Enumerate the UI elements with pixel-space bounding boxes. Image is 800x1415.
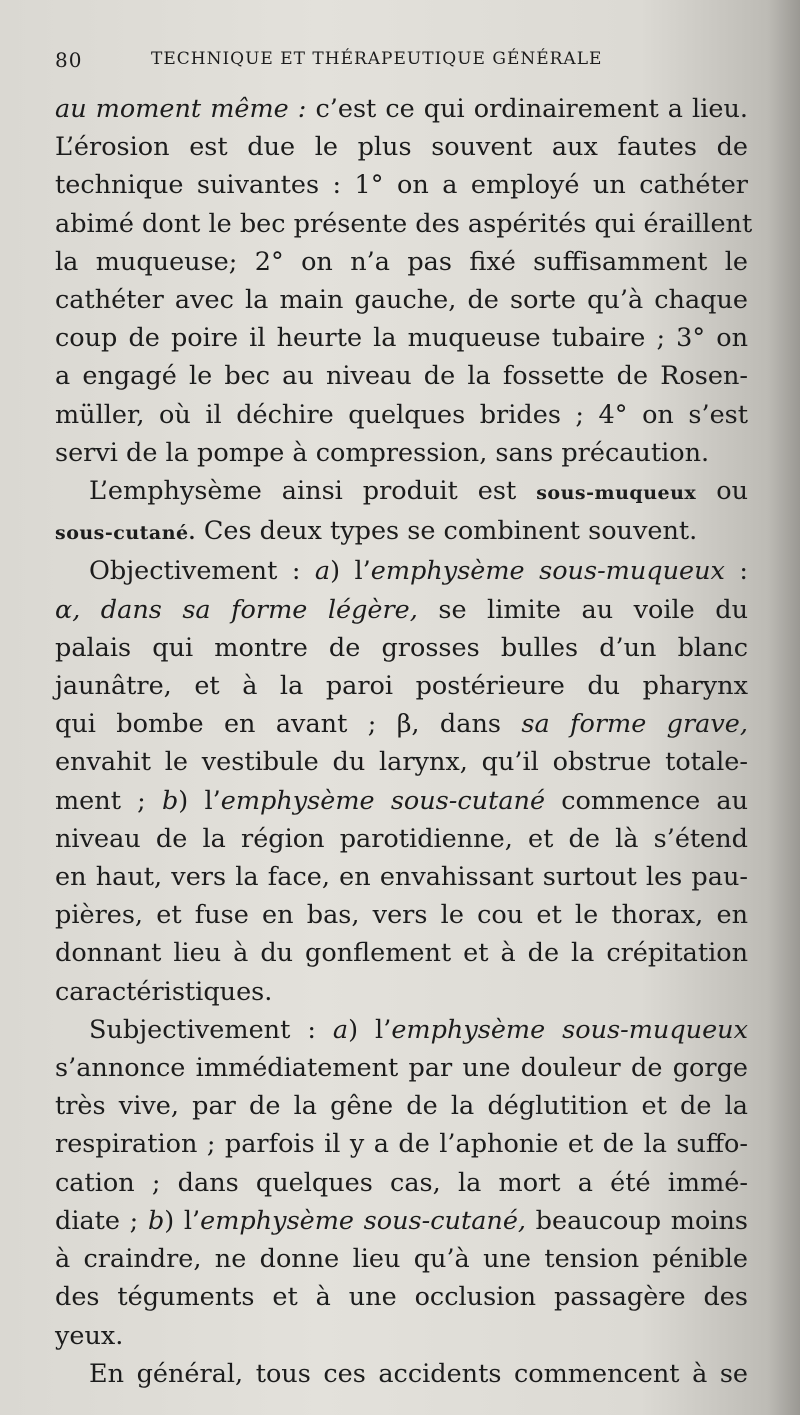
text-segment: se limite au voile du bbox=[417, 594, 748, 625]
text-segment: respiration ; parfois il y a de l’aphonie et de la suffo- bbox=[55, 1129, 748, 1160]
text-line bbox=[55, 591, 748, 629]
text-segment: au moment même : bbox=[55, 94, 307, 124]
text-line bbox=[55, 820, 748, 858]
text-line bbox=[55, 973, 748, 1011]
text-line bbox=[55, 782, 748, 820]
text-segment: des téguments et à une occlusion passagère des bbox=[55, 1282, 748, 1313]
text-segment: müller, où il déchire quelques brides ; 4° on s’est bbox=[55, 399, 748, 430]
text-line bbox=[55, 1240, 748, 1278]
text-segment: α, dans sa forme légère, bbox=[55, 594, 418, 625]
text-segment: a bbox=[314, 556, 331, 587]
text-segment: Objectivement : bbox=[89, 556, 315, 587]
text-segment: sous-muqueux bbox=[536, 482, 697, 505]
text-segment: sa forme grave, bbox=[521, 709, 748, 740]
text-segment: technique suivantes : 1° on a employé un cathéter bbox=[55, 170, 748, 201]
text-segment: envahit le vestibule du larynx, qu’il obstrue totale- bbox=[55, 747, 748, 778]
page-number: 80 bbox=[55, 48, 83, 72]
text-line bbox=[55, 472, 748, 512]
text-line bbox=[55, 629, 748, 667]
text-line bbox=[55, 705, 748, 743]
text-line bbox=[55, 319, 748, 357]
text-segment: En général, tous ces accidents commencent à se bbox=[89, 1358, 748, 1389]
text-segment: : bbox=[724, 556, 748, 587]
text-line bbox=[55, 934, 748, 972]
text-segment: ) l’ bbox=[164, 1205, 201, 1236]
text-segment: s’annonce immédiatement par une douleur de gorge bbox=[55, 1053, 748, 1084]
text-segment: à craindre, ne donne lieu qu’à une tension pénible bbox=[55, 1244, 748, 1275]
text-segment: Subjectivement : bbox=[89, 1014, 333, 1045]
text-line bbox=[55, 1202, 748, 1240]
text-segment: emphysème sous-muqueux bbox=[370, 556, 725, 587]
text-line bbox=[55, 128, 748, 166]
text-segment: L’érosion est due le plus souvent aux fautes de bbox=[55, 132, 748, 163]
text-segment: coup de poire il heurte la muqueuse tubaire ; 3° on bbox=[55, 323, 748, 354]
text-segment: en haut, vers la face, en envahissant surtout les pau- bbox=[55, 862, 748, 893]
text-line bbox=[55, 1164, 748, 1202]
text-line bbox=[55, 1317, 748, 1355]
text-line bbox=[55, 1087, 748, 1125]
text-segment: palais qui montre de grosses bulles d’un blanc bbox=[55, 632, 748, 663]
text-segment: niveau de la région parotidienne, et de là s’étend bbox=[55, 823, 748, 854]
text-line bbox=[55, 396, 748, 434]
text-line bbox=[55, 357, 748, 395]
text-line bbox=[55, 1049, 748, 1087]
text-line bbox=[55, 1278, 748, 1316]
text-line bbox=[55, 743, 748, 781]
text-line bbox=[55, 166, 748, 204]
text-segment: beaucoup moins bbox=[526, 1205, 748, 1236]
text-line bbox=[55, 667, 748, 705]
text-segment: yeux. bbox=[55, 1320, 124, 1351]
text-line bbox=[55, 858, 748, 896]
body-text bbox=[55, 90, 753, 1393]
text-segment: ) l’ bbox=[348, 1014, 392, 1045]
text-line bbox=[55, 552, 748, 590]
text-segment: ) l’ bbox=[178, 785, 221, 816]
text-segment: ment ; bbox=[55, 785, 162, 816]
text-segment: a bbox=[332, 1014, 349, 1045]
text-segment: emphysème sous-cutané, bbox=[200, 1205, 527, 1236]
text-segment: b bbox=[147, 1205, 165, 1236]
text-segment: très vive, par de la gêne de la déglutition et de la bbox=[55, 1091, 748, 1122]
text-segment: sous-cutané. bbox=[55, 522, 196, 545]
text-segment: abimé dont le bec présente des aspérités qui éraillent bbox=[55, 208, 753, 239]
text-segment: la muqueuse; 2° on n’a pas fixé suffisamment le bbox=[55, 246, 748, 277]
text-line bbox=[55, 434, 748, 472]
page-header bbox=[55, 40, 748, 90]
text-line bbox=[55, 205, 753, 243]
text-segment: Ces deux types se combinent souvent. bbox=[195, 516, 698, 547]
text-segment: qui bombe en avant ; β, dans bbox=[55, 709, 522, 740]
text-segment: servi de la pompe à compression, sans précaution. bbox=[55, 437, 710, 468]
text-segment: a engagé le bec au niveau de la fossette de Rosen- bbox=[55, 361, 748, 392]
text-segment: jaunâtre, et à la paroi postérieure du pharynx bbox=[55, 671, 748, 702]
text-segment: c’est ce qui ordinairement a lieu. bbox=[306, 94, 748, 124]
text-segment: b bbox=[161, 785, 179, 816]
text-line bbox=[55, 1125, 748, 1163]
text-line bbox=[55, 1355, 748, 1393]
text-segment: pières, et fuse en bas, vers le cou et le thorax, en bbox=[55, 900, 748, 931]
text-segment: emphysème sous-cutané bbox=[220, 785, 546, 816]
text-line bbox=[55, 243, 748, 281]
text-segment: ou bbox=[696, 476, 748, 507]
text-segment: diate ; bbox=[55, 1205, 148, 1236]
text-segment: commence au bbox=[545, 785, 748, 816]
text-segment: cation ; dans quelques cas, la mort a été immé- bbox=[55, 1167, 748, 1198]
text-segment: cathéter avec la main gauche, de sorte qu’à chaque bbox=[55, 285, 748, 316]
text-line bbox=[55, 1011, 748, 1049]
text-segment: ) l’ bbox=[330, 556, 371, 587]
text-segment: emphysème sous-muqueux bbox=[391, 1014, 748, 1045]
text-line bbox=[55, 512, 748, 552]
text-segment: L’emphysème ainsi produit est bbox=[89, 476, 537, 507]
running-title: TECHNIQUE ET THÉRAPEUTIQUE GÉNÉRALE bbox=[151, 49, 603, 69]
text-line bbox=[55, 896, 748, 934]
text-line bbox=[55, 90, 748, 128]
text-line bbox=[55, 281, 748, 319]
text-segment: donnant lieu à du gonflement et à de la crépitation bbox=[55, 938, 748, 969]
text-segment: caractéristiques. bbox=[55, 976, 273, 1007]
